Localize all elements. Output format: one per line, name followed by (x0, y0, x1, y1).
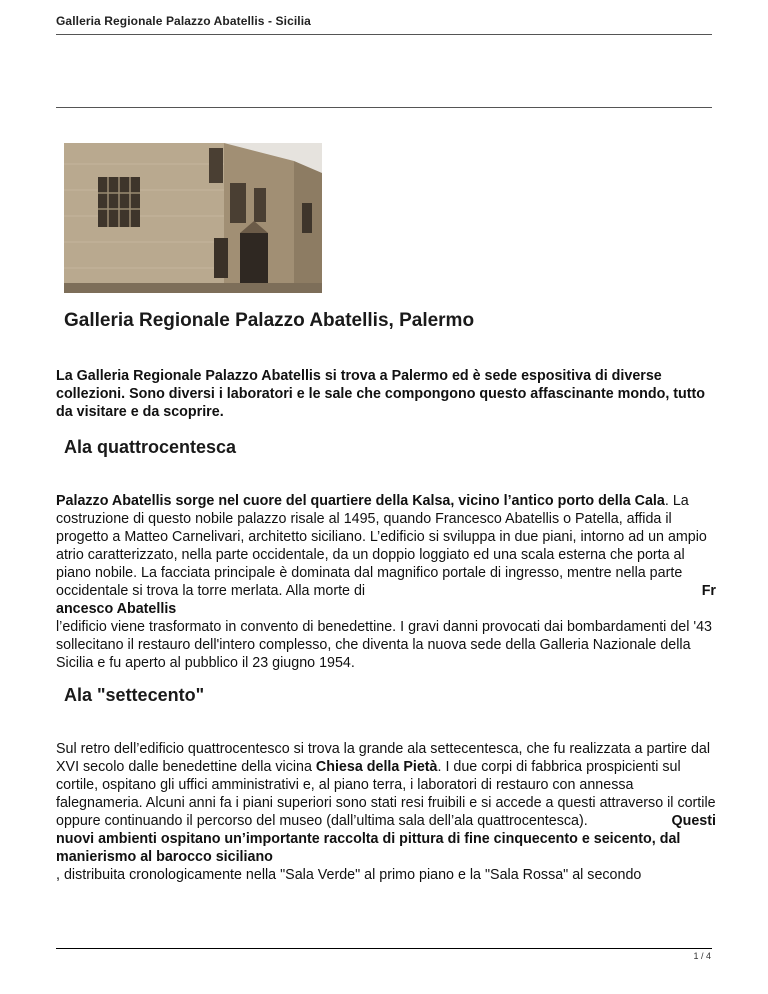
bold-highlight-text: nuovi ambienti ospitano un’importante raccolta di pittura di fine cinquecento e seicento, dal manierismo al barocco siciliano (56, 831, 681, 865)
body-text: . La costruzione di questo nobile palazzo risale al 1495, quando Francesco Abatellis o Patella, affida il progetto a Matteo Carnelivari, architetto siciliano. L’edificio si sviluppa in due piani, intorno ad un ampio atrio caratterizzato, nella parte occidentale, da un doppio loggiato ed una scala esterna che porta al piano nobile. La facciata principale è dominata dal magnifico portale di ingresso, mentre nella parte occidentale si trova la torre merlata. Alla morte di (56, 493, 707, 599)
section-heading-quattrocentesca: Ala quattrocentesca (64, 437, 237, 457)
church-name-text: Chiesa della Pietà (315, 759, 438, 775)
article-title: Galleria Regionale Palazzo Abatellis, Palermo (64, 310, 475, 331)
bold-tail-text: Questi (671, 813, 716, 829)
footer-rule (56, 948, 712, 949)
palazzo-facade-image (64, 143, 322, 293)
section-paragraph-settecento (56, 740, 716, 884)
section-paragraph-quattrocentesca (56, 492, 716, 672)
body-text: Sul retro dell’edificio quattrocentesco si trova la grande ala settecentesca, che fu realizzata a partire dal XVI secolo dalle benedettine della vicina (56, 741, 711, 775)
lead-paragraph: La Galleria Regionale Palazzo Abatellis si trova a Palermo ed è sede espositiva di diverse collezioni. Sono diversi i laboratori e le sale che compongono questo affascinante mondo, tutto da visitare e da scoprire. (56, 368, 706, 420)
body-text: , distribuita cronologicamente nella "Sala Verde" al primo piano e la "Sala Rossa" al secondo (56, 867, 642, 883)
bold-intro-text: Palazzo Abatellis sorge nel cuore del quartiere della Kalsa, vicino l’antico porto della Cala (56, 493, 665, 509)
body-text: l’edificio viene trasformato in convento di benedettine. I gravi danni provocati dai bombardamenti del '43 sollecitano il restauro dell'intero complesso, che diventa la nuova sede della Galleria Nazionale della Sicilia e fu aperto al pubblico il 23 giugno 1954. (56, 619, 713, 671)
section-heading-settecento: Ala "settecento" (64, 685, 205, 705)
header-rule (56, 34, 712, 35)
section-rule (56, 107, 712, 108)
page-number: 1 / 4 (693, 951, 711, 961)
bold-tail-text: Fr (701, 583, 716, 599)
body-text: . I due corpi di fabbrica prospicienti sul cortile, ospitano gli uffici amministrativi e, al piano terra, i laboratori di restauro con annessa falegnameria. Alcuni anni fa i piani superiori sono stati resi fruibili e si accede a questi attraverso il cortile oppure continuando il percorso del museo (dall’ultima sala dell’ala quattrocentesca). (56, 759, 716, 829)
bold-name-text: ancesco Abatellis (56, 601, 177, 617)
document-header-title: Galleria Regionale Palazzo Abatellis - Sicilia (56, 14, 311, 28)
building-facade-icon (64, 143, 322, 293)
